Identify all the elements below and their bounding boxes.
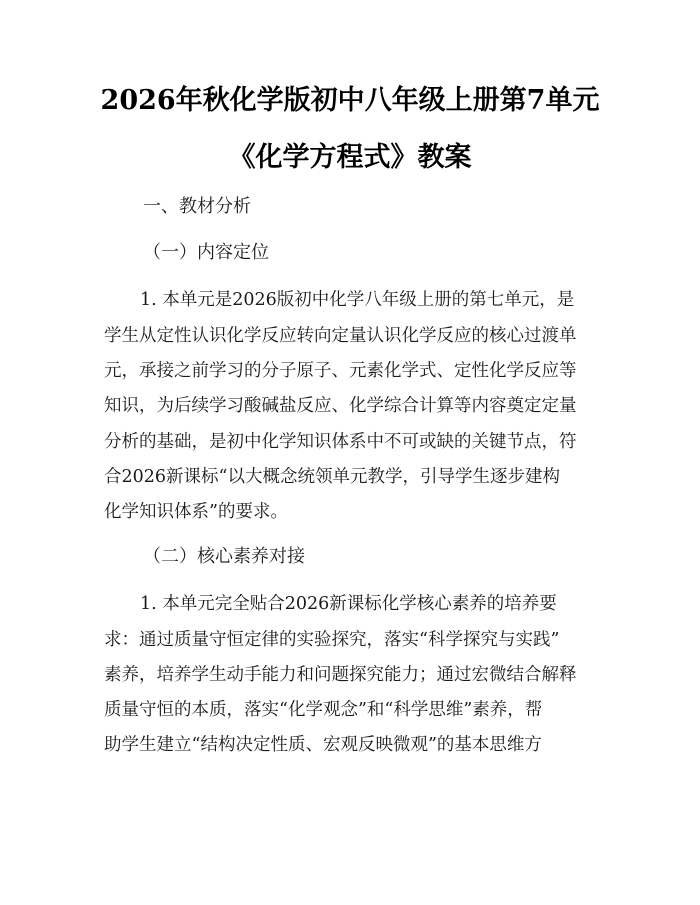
section-heading-textbook-analysis: 一、教材分析: [143, 196, 251, 217]
subsection-heading-core-literacy: （二）核心素养对接: [143, 546, 305, 567]
paragraph-line: 求：通过质量守恒定律的实验探究，落实“科学探究与实践”: [104, 630, 560, 650]
paragraph-line: 素养，培养学生动手能力和问题探究能力；通过宏微结合解释: [104, 665, 577, 685]
paragraph-line: 1. 本单元完全贴合2026新课标化学核心素养的培养要: [140, 594, 557, 614]
paragraph-line: 化学知识体系”的要求。: [104, 502, 288, 522]
paragraph-line: 学生从定性认识化学反应转向定量认识化学反应的核心过渡单: [104, 326, 577, 346]
paragraph-line: 知识，为后续学习酸碱盐反应、化学综合计算等内容奠定定量: [104, 396, 577, 416]
paragraph-line: 1. 本单元是2026版初中化学八年级上册的第七单元，是: [140, 290, 575, 310]
paragraph-line: 合2026新课标“以大概念统领单元教学，引导学生逐步建构: [104, 467, 560, 487]
paragraph-line: 分析的基础，是初中化学知识体系中不可或缺的关键节点，符: [104, 432, 577, 452]
paragraph-line: 元，承接之前学习的分子原子、元素化学式、定性化学反应等: [104, 361, 577, 381]
paragraph-line: 质量守恒的本质，落实“化学观念”和“科学思维”素养，帮: [104, 700, 543, 720]
document-title-line-1: 2026年秋化学版初中八年级上册第7单元: [100, 85, 600, 116]
subsection-heading-content-positioning: （一）内容定位: [143, 242, 269, 263]
document-title-line-2: 《化学方程式》教案: [228, 142, 472, 173]
paragraph-line: 助学生建立“结构决定性质、宏观反映微观”的基本思维方: [104, 735, 542, 755]
